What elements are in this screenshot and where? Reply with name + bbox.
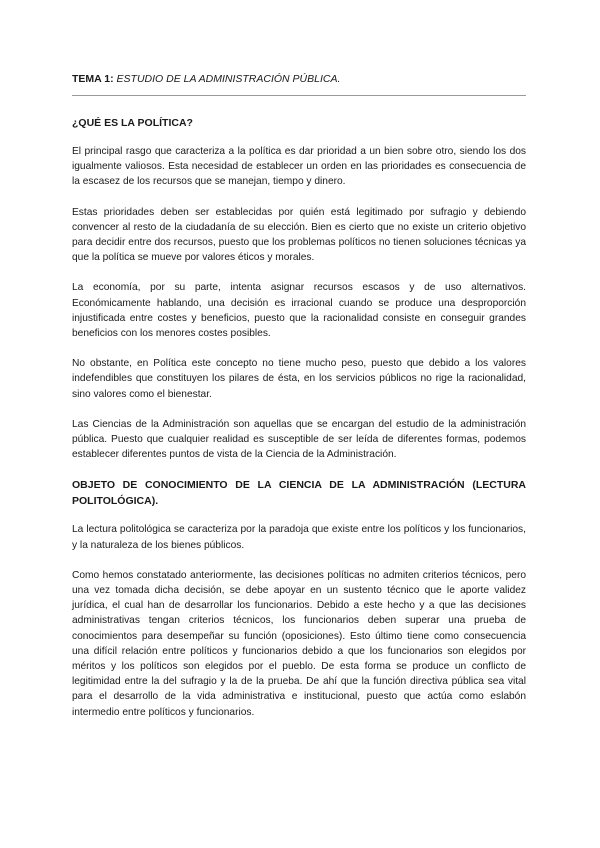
paragraph: La lectura politológica se caracteriza por la paradoja que existe entre los políticos y los funcionarios, y la naturaleza de los bienes públicos. <box>72 524 526 551</box>
header-divider <box>72 95 526 96</box>
paragraph: Estas prioridades deben ser establecidas por quién está legitimado por sufragio y debiendo convencer al resto de la ciudadanía de su elección. Bien es cierto que no existe un criterio objetivo para decidir entre dos recursos, puesto que los problemas políticos no tienen soluciones técnicas ya que la política se mueve por valores éticos y morales. <box>72 206 526 264</box>
topic-number: TEMA 1: <box>72 73 114 85</box>
paragraph: La economía, por su parte, intenta asignar recursos escasos y de uso alternativos. Económicamente hablando, una decisión es irracional cuando se produce una desproporción injustificada entre costes y beneficios, puesto que la racionalidad consiste en conseguir grandes beneficios con los menores costes posibles. <box>72 282 526 340</box>
paragraph: Como hemos constatado anteriormente, las decisiones políticas no admiten criterios técnicos, pero una vez tomada dicha decisión, se debe apoyar en un sustento técnico que le aporte validez jurídica, el cual han de desarrollar los funcionarios. Debido a este hecho y a que las decisiones administrativas tengan criterios técnicos, los funcionarios deben superar una prueba de conocimientos para desempeñar su función (oposiciones). Esto último tiene como consecuencia una difícil relación entre políticos y funcionarios debido a que los funcionarios son elegidos por méritos y los políticos son elegidos por el pueblo. De esta forma se produce un conflicto de legitimidad entre la del sufragio y la de la prueba. De ahí que la función directiva pública sea vital para el desarrollo de la vida administrativa e institucional, puesto que actúa como eslabón intermedio entre políticos y funcionarios. <box>72 569 526 718</box>
document-header <box>72 72 526 86</box>
paragraph: No obstante, en Política este concepto no tiene mucho peso, puesto que debido a los valores indefendibles que constituyen los pilares de ésta, en los servicios públicos no rige la racionalidad, sino valores como el bienestar. <box>72 358 526 400</box>
paragraph: El principal rasgo que caracteriza a la política es dar prioridad a un bien sobre otro, siendo los dos igualmente valiosos. Esta necesidad de establecer un orden en las prioridades es consecuencia de la escasez de los recursos que se manejan, tiempo y dinero. <box>72 146 526 188</box>
paragraph: Las Ciencias de la Administración son aquellas que se encargan del estudio de la administración pública. Puesto que cualquier realidad es susceptible de ser leída de diferentes formas, podemos establecer diferentes puntos de vista de la Ciencia de la Administración. <box>72 418 526 461</box>
section-heading-politica: ¿QUÉ ES LA POLÍTICA? <box>72 117 193 129</box>
section-heading-objeto: OBJETO DE CONOCIMIENTO DE LA CIENCIA DE LA ADMINISTRACIÓN (LECTURA POLITOLÓGICA). <box>72 479 526 508</box>
topic-title: ESTUDIO DE LA ADMINISTRACIÓN PÚBLICA. <box>116 73 341 85</box>
document-page <box>72 64 526 735</box>
